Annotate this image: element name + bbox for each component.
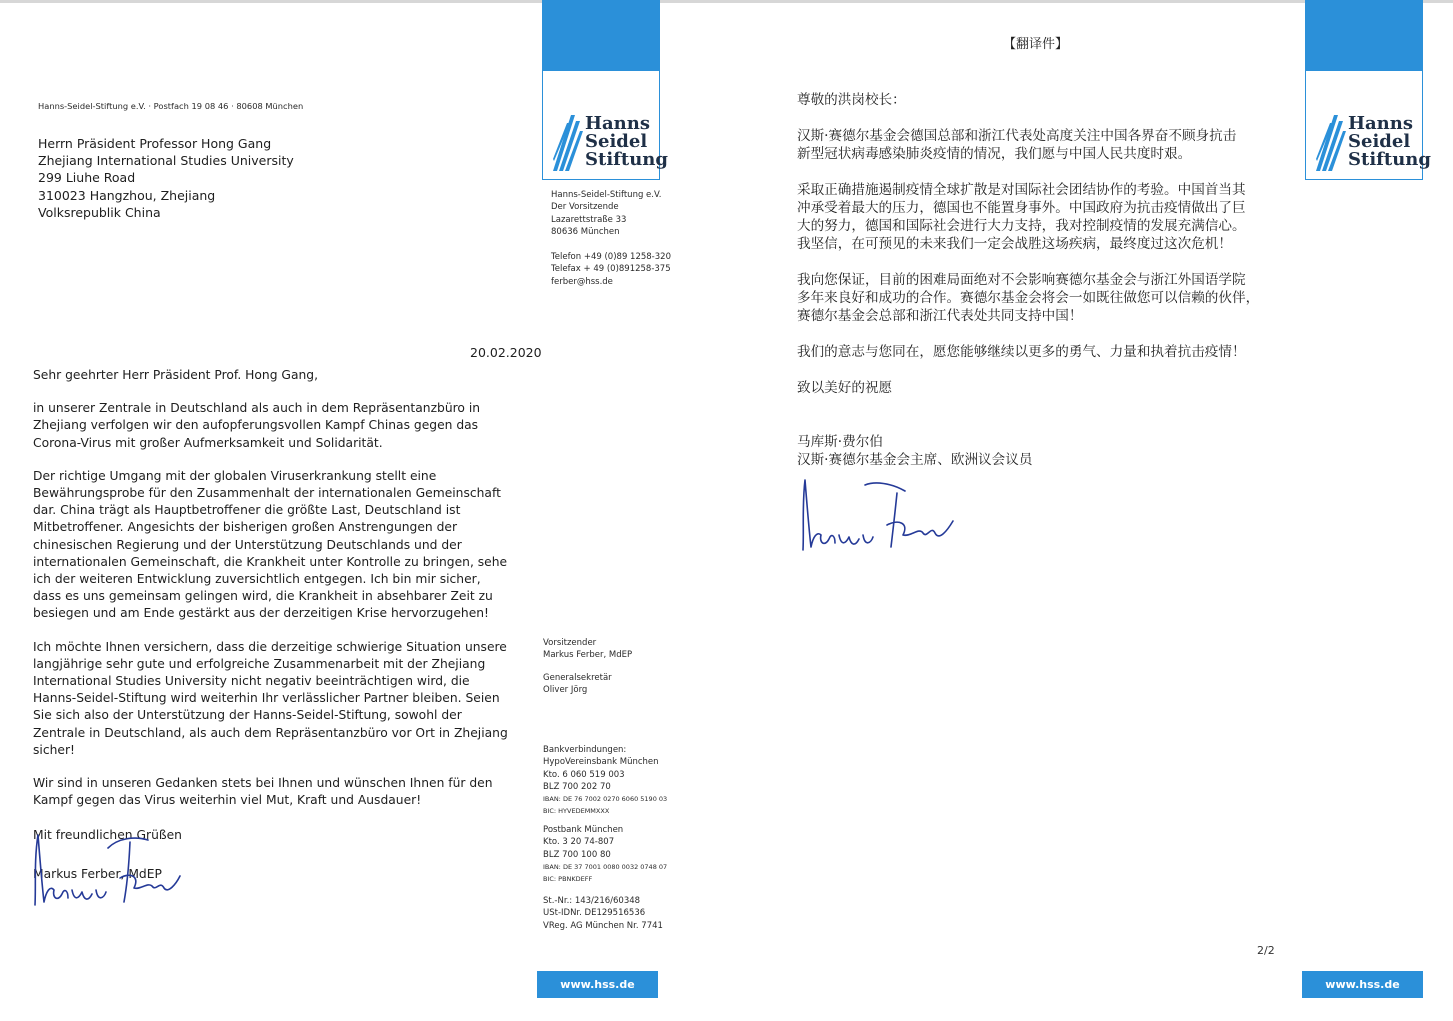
body-paragraph: Ich möchte Ihnen versichern, dass die derzeitige schwierige Situation unsere langjährige sehr gute und erfolgreiche Zusammenarbeit mit der Zhejiang International Studies University nicht negativ beeinträchtigen wird, die Hanns-Seidel-Stiftung wird weiterhin Ihr verlässlicher Partner bleiben. Seien Sie sich also der Unterstützung der Hanns-Seidel-Stiftung, sowohl der Zentrale in Deutschland, als auch dem Repräsentanzbüro vor Ort in Zhejiang sicher! [33, 639, 508, 757]
recipient-line: Volksrepublik China [38, 204, 161, 220]
bank-line: Bankverbindungen: [543, 745, 627, 755]
body-paragraph: Wir sind in unseren Gedanken stets bei Ihnen und wünschen Ihnen für den Kampf gegen das Virus weiterhin viel Mut, Kraft und Ausdauer! [33, 776, 493, 808]
recipient-line: 299 Liuhe Road [38, 170, 136, 186]
body-line: 大的努力，德国和国际社会进行大力支持，我对控制疫情的发展充满信心。 [797, 218, 1246, 234]
bank-line: Kto. 3 20 74-807 [543, 837, 615, 848]
body-line: 多年来良好和成功的合作。赛德尔基金会将会一如既往做您可以信赖的伙伴， [797, 290, 1260, 306]
tax-line: VReg. AG München Nr. 7741 [543, 920, 663, 931]
body-line: 我们的意志与您同在，愿您能够继续以更多的勇气、力量和执着抗击疫情！ [797, 344, 1246, 360]
logo-band-left [542, 0, 660, 70]
bank-line: BLZ 700 100 80 [543, 849, 611, 860]
bank-line: BIC: HYVEDEMMXXX [543, 807, 610, 816]
website-link-right[interactable]: www.hss.de [1302, 971, 1423, 998]
stripes-logo-icon [1316, 115, 1346, 171]
logo-word-3: Stiftung [1348, 149, 1431, 170]
bank-line: IBAN: DE 37 7001 0080 0032 0748 07 [543, 862, 668, 871]
board-block [543, 637, 632, 696]
bank-line: Postbank München [543, 825, 624, 835]
fax-line: Telefax + 49 (0)891258-375 [551, 264, 671, 275]
closing: Mit freundlichen Grüßen [33, 828, 182, 843]
sender-block [551, 189, 661, 238]
body-paragraph: in unserer Zentrale in Deutschland als auch in dem Repräsentanzbüro in Zhejiang verfolgen wir den aufopferungsvollen Kampf Chinas gegen das Corona-Virus mit großer Aufmerksamkeit und Solidarität. [33, 401, 481, 450]
handwritten-signature [30, 830, 190, 910]
body-line: 我坚信，在可预见的未来我们一定会战胜这场疾病，最终度过这次危机！ [797, 236, 1232, 252]
board-role: Generalsekretär [543, 672, 612, 683]
german-body [33, 367, 508, 861]
letter-date: 20.02.2020 [470, 345, 542, 360]
bank-line: HypoVereinsbank München [543, 757, 659, 768]
body-line: 致以美好的祝愿 [797, 380, 893, 396]
logo-word-1: Hanns [1348, 113, 1413, 134]
page-number: 2/2 [1257, 944, 1275, 957]
phone-line: Telefon +49 (0)89 1258-320 [551, 252, 671, 262]
bank-line: IBAN: DE 76 7002 0270 6060 5190 03 [543, 795, 668, 804]
tax-block [543, 895, 663, 932]
salutation: Sehr geehrter Herr Präsident Prof. Hong Gang, [33, 368, 319, 382]
handwritten-signature [795, 475, 965, 555]
tax-line: St.-Nr.: 143/216/60348 [543, 896, 641, 906]
body-line: 新型冠状病毒感染肺炎疫情的情况，我们愿与中国人民共度时艰。 [797, 146, 1192, 162]
translation-tag: 【翻译件】 [1003, 37, 1069, 52]
bank-line: BLZ 700 202 70 [543, 781, 611, 792]
sender-line: Lazarettstraße 33 [551, 214, 627, 225]
contact-block [551, 251, 671, 288]
logo-word-2: Seidel [585, 131, 648, 152]
recipient-line: Zhejiang International Studies University [38, 153, 294, 169]
body-paragraph [797, 181, 1287, 253]
board-role: Vorsitzender [543, 638, 597, 648]
body-line: 冲承受着最大的压力，德国也不能置身事外。中国政府为抗击疫情做出了巨 [797, 200, 1246, 216]
stripes-logo-icon [553, 115, 583, 171]
recipient-line: Herrn Präsident Professor Hong Gang [38, 136, 272, 151]
sender-return-line: Hanns-Seidel-Stiftung e.V. · Postfach 19 08 46 · 80608 München [38, 101, 304, 111]
body-paragraph: Der richtige Umgang mit der globalen Viruserkrankung stellt eine Bewährungsprobe für den Zusammenhalt der internationalen Gemeinschaft dar. China trägt als Hauptbetroffener die größte Last, Deutschland ist Mitbetroffener. Angesichts der bisherigen großen Anstrengungen der chinesischen Regierung und der Unterstützung Deutschlands und der internationalen Gemeinschaft, die Krankheit unter Kontrolle zu bringen, sehe ich der weiteren Entwicklung zuversichtlich entgegen. Ich bin mir sicher, dass es uns gemeinsam gelingen wird, die Krankheit in absehbarer Zeit zu besiegen und am Ende gestärkt aus der derzeitigen Krise hervorzugehen! [33, 468, 508, 621]
email-link[interactable]: ferber@hss.de [551, 276, 613, 287]
body-line: 我向您保证，目前的困难局面绝对不会影响赛德尔基金会与浙江外国语学院 [797, 272, 1246, 288]
tax-line: USt-IDNr. DE129516536 [543, 908, 646, 919]
body-line: 采取正确措施遏制疫情全球扩散是对国际社会团结协作的考验。中国首当其 [797, 182, 1246, 198]
body-line: 赛德尔基金会总部和浙江代表处共同支持中国！ [797, 308, 1083, 324]
bank-line: BIC: PBNKDEFF [543, 875, 593, 884]
sender-line: Hanns-Seidel-Stiftung e.V. [551, 190, 662, 200]
chinese-body [797, 91, 1287, 469]
closing [797, 379, 1287, 397]
body-paragraph [797, 343, 1287, 361]
logo-word-1: Hanns [585, 113, 650, 134]
sender-line: 80636 München [551, 226, 620, 237]
recipient-address [38, 135, 294, 221]
signatory-name: Markus Ferber, MdEP [33, 867, 162, 881]
signatory-title: 汉斯·赛德尔基金会主席、欧洲议会议员 [797, 452, 1033, 468]
body-paragraph [797, 271, 1287, 325]
body-line: 汉斯·赛德尔基金会德国总部和浙江代表处高度关注中国各界奋不顾身抗击 [797, 128, 1237, 144]
logo-band-right [1305, 0, 1423, 70]
salutation: 尊敬的洪岗校长： [797, 92, 906, 108]
postbank-block [543, 824, 667, 885]
board-person: Markus Ferber, MdEP [543, 650, 633, 661]
bank-block [543, 744, 667, 818]
website-link-left[interactable]: www.hss.de [537, 971, 658, 998]
recipient-line: 310023 Hangzhou, Zhejiang [38, 187, 216, 203]
signatory-name: 马库斯·费尔伯 [797, 434, 883, 450]
logo-word-2: Seidel [1348, 131, 1411, 152]
logo-word-3: Stiftung [585, 149, 668, 170]
top-edge-line [0, 0, 1453, 3]
hss-logo-left [542, 70, 668, 180]
hss-logo-right [1305, 70, 1431, 180]
sender-line: Der Vorsitzende [551, 202, 619, 213]
bank-line: Kto. 6 060 519 003 [543, 769, 625, 780]
body-paragraph [797, 127, 1287, 163]
board-person: Oliver Jörg [543, 684, 588, 695]
